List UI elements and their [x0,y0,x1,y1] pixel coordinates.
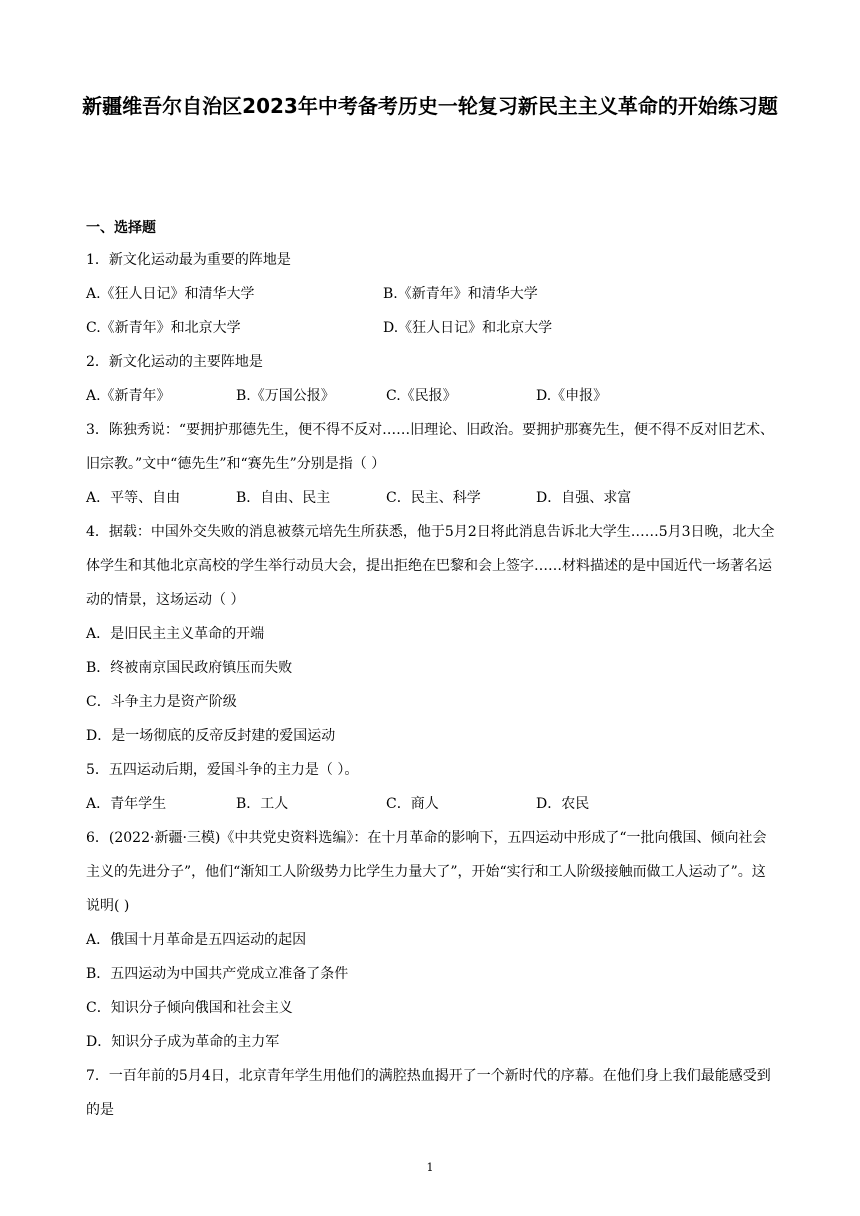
question-stem: 3．陈独秀说：“要拥护那德先生，便不得不反对……旧理论、旧政治。要拥护那赛先生，便不得不反对旧艺术、旧宗教。”文中“德先生”和“赛先生”分别是指（ ） [86,422,775,472]
option: C.《民报》 [386,388,457,404]
question-stem: 2．新文化运动的主要阵地是 [86,354,263,370]
option: B．五四运动为中国共产党成立准备了条件 [86,966,349,982]
option: A．是旧民主主义革命的开端 [86,626,265,642]
option: B．终被南京国民政府镇压而失败 [86,660,293,676]
option: C．斗争主力是资产阶级 [86,694,237,710]
option: A．平等、自由 [86,490,181,506]
question-list [86,243,778,1127]
option: D．知识分子成为革命的主力军 [86,1034,280,1050]
option: A.《新青年》 [86,388,171,404]
document-title: 新疆维吾尔自治区2023年中考备考历史一轮复习新民主主义革命的开始练习题 [82,94,778,118]
option-row [86,311,778,345]
section-heading: 一、选择题 [86,220,156,236]
page-number: 1 [426,1161,434,1174]
option: C.《新青年》和北京大学 [86,320,241,336]
option: C．民主、科学 [386,490,481,506]
option-row [86,787,778,821]
option-row [86,481,778,515]
question-stem: 6．(2022·新疆·三模)《中共党史资料选编》：在十月革命的影响下，五四运动中形成了“一批向俄国、倾向社会主义的先进分子”，他们“渐知工人阶级势力比学生力量大了”，开始“实行和工人阶级接触而做工人运动了”。这说明( ) [86,830,767,914]
option: A.《狂人日记》和清华大学 [86,286,255,302]
option-row [86,379,778,413]
option: D.《狂人日记》和北京大学 [383,320,553,336]
question-stem: 7．一百年前的5月4日，北京青年学生用他们的满腔热血揭开了一个新时代的序幕。在他们身上我们最能感受到的是 [86,1068,771,1118]
option: C．商人 [386,796,439,812]
option: D.《申报》 [536,388,608,404]
option: A．俄国十月革命是五四运动的起因 [86,932,307,948]
option: A．青年学生 [86,796,167,812]
option: B．自由、民主 [236,490,331,506]
option: D．是一场彻底的反帝反封建的爱国运动 [86,728,336,744]
question-stem: 5．五四运动后期，爱国斗争的主力是（ ）。 [86,762,359,778]
question-stem: 4．据载：中国外交失败的消息被蔡元培先生所获悉，他于5月2日将此消息告诉北大学生……5月3日晚，北大全体学生和其他北京高校的学生举行动员大会，提出拒绝在巴黎和会上签字……材料描述的是中国近代一场著名运动的情景，这场运动（ ） [86,524,775,608]
option: B.《新青年》和清华大学 [383,286,538,302]
question-stem: 1．新文化运动最为重要的阵地是 [86,252,291,268]
option: B．工人 [236,796,289,812]
option-row [86,277,778,311]
option: D．自强、求富 [536,490,632,506]
option: D．农民 [536,796,590,812]
option: B.《万国公报》 [236,388,335,404]
option: C．知识分子倾向俄国和社会主义 [86,1000,293,1016]
